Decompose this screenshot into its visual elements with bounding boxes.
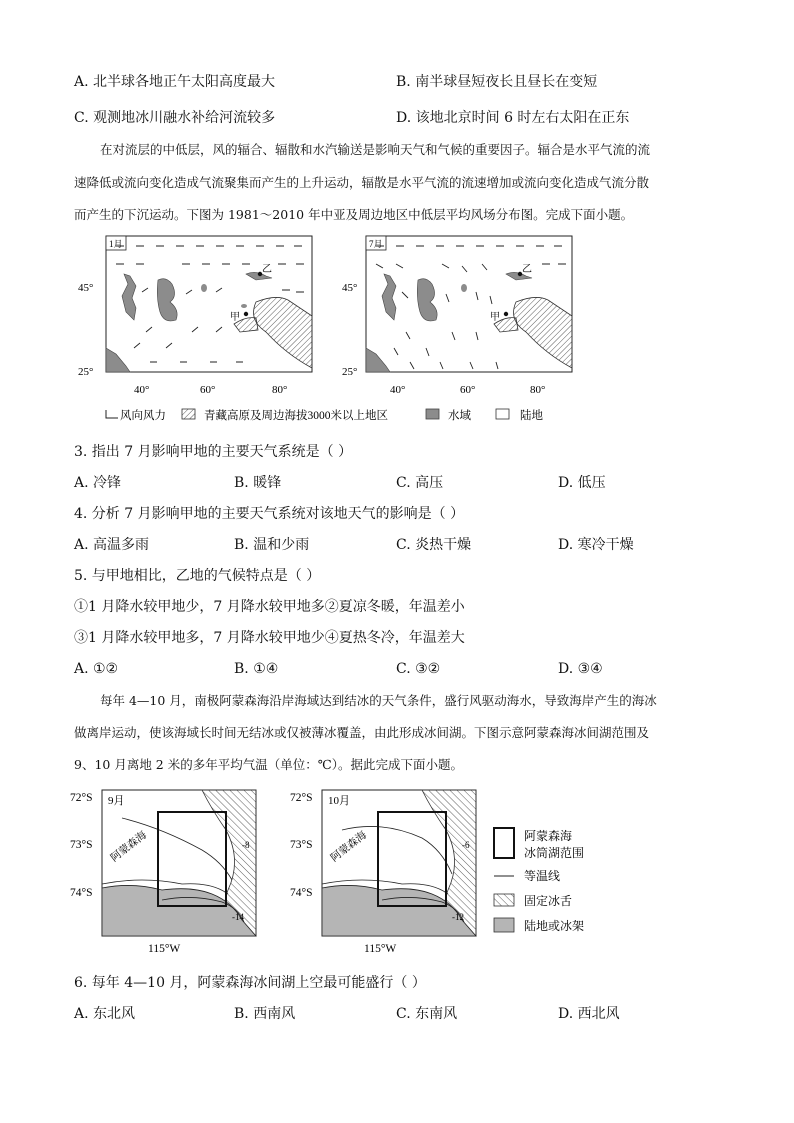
legend-isotherm: 等温线 (524, 869, 561, 883)
range-box-icon (494, 828, 514, 858)
q4-option-b: B. 温和少雨 (234, 537, 310, 553)
q5-option-c: C. ③② (396, 661, 441, 677)
figure1-legend (106, 408, 543, 422)
q6-option-d: D. 西北风 (558, 1006, 620, 1022)
q3-option-b: B. 暖锋 (234, 475, 282, 491)
q3-option-d: D. 低压 (558, 475, 606, 491)
oct-map-label: 10月 (328, 795, 350, 807)
jan-place-jia: 甲 (230, 312, 240, 323)
q6-option-c: C. 东南风 (396, 1006, 458, 1022)
q6-stem: 6. 每年 4—10 月，阿蒙森海冰间湖上空最可能盛行（ ） (74, 975, 426, 991)
q5-statement-2: ③1 月降水较甲地多，7 月降水较甲地少④夏热冬冷，年温差大 (74, 630, 465, 646)
map-january (106, 236, 312, 372)
passage1-line1: 在对流层的中低层，风的辐合、辐散和水汽输送是影响天气和气候的重要因子。辐合是水平气流的流 (100, 142, 651, 157)
wind-maps-svg (74, 230, 594, 430)
oct-lon: 115°W (364, 943, 397, 955)
jul-map-label: 7月 (369, 239, 383, 249)
prev-option-d: D. 该地北京时间 6 时左右太阳在正东 (396, 110, 630, 126)
sep-iso-2: -14 (232, 912, 244, 922)
jul-place-jia: 甲 (490, 312, 500, 323)
jan-lat-45: 45° (78, 282, 94, 294)
prev-option-a: A. 北半球各地正午太阳高度最大 (74, 74, 276, 90)
land-swatch-icon (496, 409, 509, 419)
land-shelf-swatch-icon (494, 918, 514, 932)
q5-option-d: D. ③④ (558, 661, 603, 677)
legend-ice-tongue: 固定冰舌 (524, 894, 573, 908)
q5-statement-1: ①1 月降水较甲地少，7 月降水较甲地多②夏凉冬暖，年温差小 (74, 599, 465, 615)
legend-wind: 风向风力 (120, 410, 166, 422)
q3-stem: 3. 指出 7 月影响甲地的主要天气系统是（ ） (74, 444, 353, 460)
oct-lat-72: 72°S (290, 792, 313, 804)
jul-lon-60: 60° (460, 384, 476, 396)
legend-range-2: 冰筒湖范围 (524, 846, 585, 860)
sep-lon: 115°W (148, 943, 181, 955)
jan-map-label: 1月 (109, 239, 123, 249)
q4-stem: 4. 分析 7 月影响甲地的主要天气系统对该地天气的影响是（ ） (74, 506, 465, 522)
jul-place-yi: 乙 (522, 264, 532, 275)
map-september (102, 790, 256, 936)
q3-option-c: C. 高压 (396, 475, 444, 491)
sep-lat-72: 72°S (70, 792, 93, 804)
oct-lat-74: 74°S (290, 887, 313, 899)
polynya-maps-svg (66, 784, 626, 960)
q6-option-b: B. 西南风 (234, 1006, 296, 1022)
wind-barb-icon (106, 410, 118, 418)
sep-map-label: 9月 (108, 795, 125, 807)
ice-tongue-swatch-icon (494, 894, 514, 906)
jul-lon-80: 80° (530, 384, 546, 396)
oct-iso-2: -12 (452, 912, 464, 922)
q5-option-a: A. ①② (74, 661, 119, 677)
jan-lon-80: 80° (272, 384, 288, 396)
hatch-swatch-icon (182, 409, 195, 419)
water-swatch-icon (426, 409, 439, 419)
jan-lon-40: 40° (134, 384, 150, 396)
q4-option-c: C. 炎热干燥 (396, 537, 472, 553)
passage1-line2: 速降低或流向变化造成气流聚集而产生的上升运动，辐散是水平气流的流速增加或流向变化造成气流分散 (74, 175, 650, 190)
figure-polynya-maps (66, 784, 626, 960)
oct-iso-1: -6 (462, 840, 470, 850)
oct-sea-label: 阿蒙森海 (329, 829, 369, 865)
q4-option-d: D. 寒冷干燥 (558, 537, 634, 553)
jul-lat-25: 25° (342, 366, 358, 378)
prev-option-c: C. 观测地冰川融水补给河流较多 (74, 110, 276, 126)
sep-iso-1: -8 (242, 840, 250, 850)
jan-lat-25: 25° (78, 366, 94, 378)
q5-stem: 5. 与甲地相比，乙地的气候特点是（ ） (74, 568, 321, 584)
sep-sea-label: 阿蒙森海 (109, 829, 149, 865)
prev-option-b: B. 南半球昼短夜长且昼长在变短 (396, 74, 598, 90)
passage1-line3: 而产生的下沉运动。下图为 1981～2010 年中亚及周边地区中低层平均风场分布图。完成下面小题。 (74, 207, 634, 222)
legend-land-shelf: 陆地或冰架 (524, 919, 585, 933)
q6-option-a: A. 东北风 (74, 1006, 136, 1022)
q4-option-a: A. 高温多雨 (74, 537, 150, 553)
passage2-line3: 9、10 月离地 2 米的多年平均气温（单位：℃）。据此完成下面小题。 (74, 757, 463, 772)
figure-wind-maps (74, 230, 594, 430)
q5-option-b: B. ①④ (234, 661, 279, 677)
legend-land: 陆地 (520, 410, 543, 422)
jan-place-yi: 乙 (262, 264, 272, 275)
passage2-line1: 每年 4—10 月，南极阿蒙森海沿岸海域达到结冰的天气条件，盛行风驱动海水，导致海岸产生的海冰 (100, 693, 657, 708)
legend-water: 水域 (448, 410, 471, 422)
map-july (366, 236, 572, 372)
figure2-legend (494, 828, 584, 933)
oct-lat-73: 73°S (290, 839, 313, 851)
map-october (322, 790, 476, 936)
sep-lat-73: 73°S (70, 839, 93, 851)
legend-plateau: 青藏高原及周边海拔3000米以上地区 (204, 410, 388, 422)
legend-range-1: 阿蒙森海 (524, 829, 573, 843)
sep-lat-74: 74°S (70, 887, 93, 899)
jul-lat-45: 45° (342, 282, 358, 294)
passage2-line2: 做离岸运动，使该海域长时间无结冰或仅被薄冰覆盖，由此形成冰间湖。下图示意阿蒙森海冰间湖范围及 (74, 725, 650, 740)
q3-option-a: A. 冷锋 (74, 475, 122, 491)
jul-lon-40: 40° (390, 384, 406, 396)
jan-lon-60: 60° (200, 384, 216, 396)
